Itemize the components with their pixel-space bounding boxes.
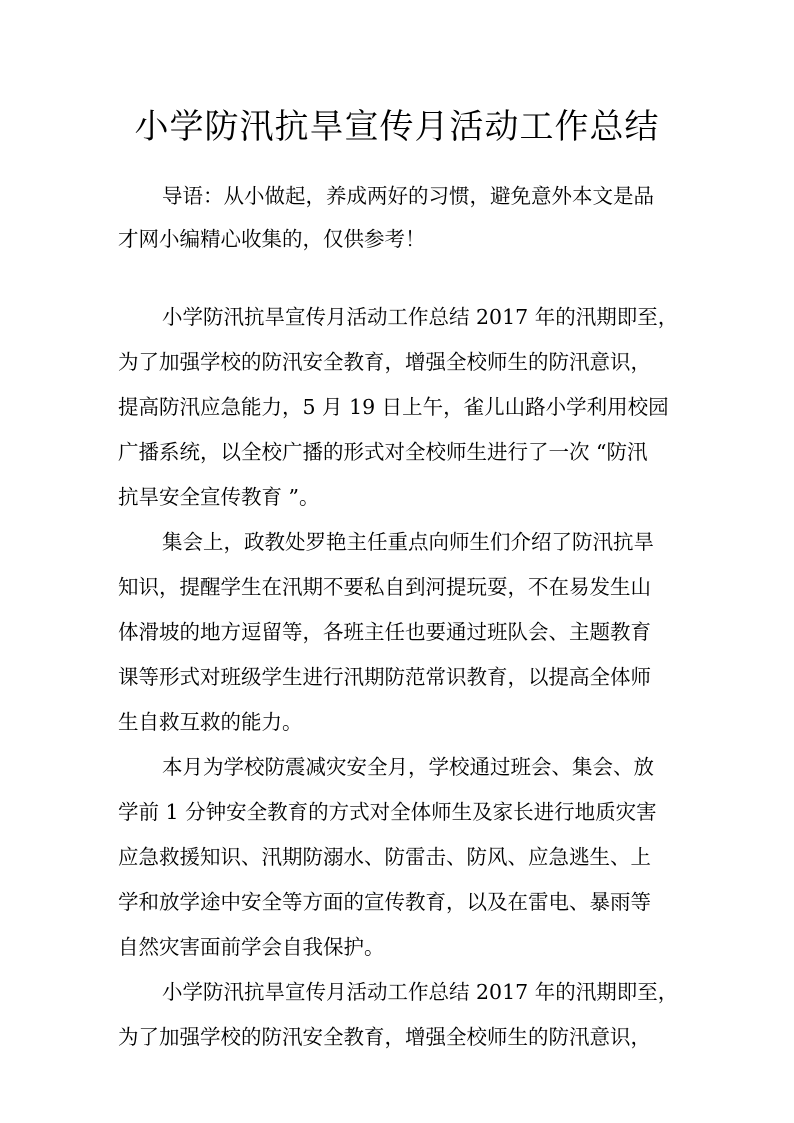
paragraph-line: 应急救援知识、汛期防溺水、防雷击、防风、应急逃生、上 (118, 845, 651, 869)
document-title: 小学防汛抗旱宣传月活动工作总结 (134, 107, 660, 147)
paragraph-line: 本月为学校防震减灾安全月，学校通过班会、集会、放 (162, 755, 654, 779)
intro-paragraph (118, 175, 684, 261)
paragraph-line: 体滑坡的地方逗留等，各班主任也要通过班队会、主题教育 (118, 620, 651, 644)
body-paragraph-3 (118, 745, 684, 970)
paragraph-line: 为了加强学校的防汛安全教育，增强全校师生的防汛意识， (118, 1025, 651, 1049)
paragraph-line: 课等形式对班级学生进行汛期防范常识教育，以提高全体师 (118, 665, 651, 689)
paragraph-line: 为了加强学校的防汛安全教育，增强全校师生的防汛意识， (118, 350, 651, 374)
paragraph-line: 自然灾害面前学会自我保护。 (118, 935, 385, 959)
paragraph-line: 抗旱安全宣传教育 ”。 (118, 485, 320, 509)
paragraph-line: 知识，提醒学生在汛期不要私自到河提玩耍，不在易发生山 (118, 575, 651, 599)
body-paragraph-4 (118, 970, 684, 1060)
paragraph-line: 生自救互救的能力。 (118, 710, 303, 734)
paragraph-line: 广播系统，以全校广播的形式对全校师生进行了一次 “防汛 (118, 440, 648, 464)
paragraph-line: 学前 1 分钟安全教育的方式对全体师生及家长进行地质灾害 (118, 800, 657, 824)
intro-line: 导语：从小做起，养成两好的习惯，避免意外本文是品 (162, 184, 654, 208)
paragraph-line: 学和放学途中安全等方面的宣传教育，以及在雷电、暴雨等 (118, 890, 651, 914)
body-paragraph-1 (118, 295, 684, 520)
paragraph-line: 集会上，政教处罗艳主任重点向师生们介绍了防汛抗旱 (162, 530, 654, 554)
paragraph-line: 提高防汛应急能力，5 月 19 日上午，雀儿山路小学利用校园 (118, 395, 669, 419)
paragraph-line: 小学防汛抗旱宣传月活动工作总结 2017 年的汛期即至， (162, 305, 679, 329)
body-paragraph-2 (118, 520, 684, 745)
paragraph-line: 小学防汛抗旱宣传月活动工作总结 2017 年的汛期即至， (162, 980, 679, 1004)
intro-line: 才网小编精心收集的，仅供参考！ (118, 227, 426, 251)
